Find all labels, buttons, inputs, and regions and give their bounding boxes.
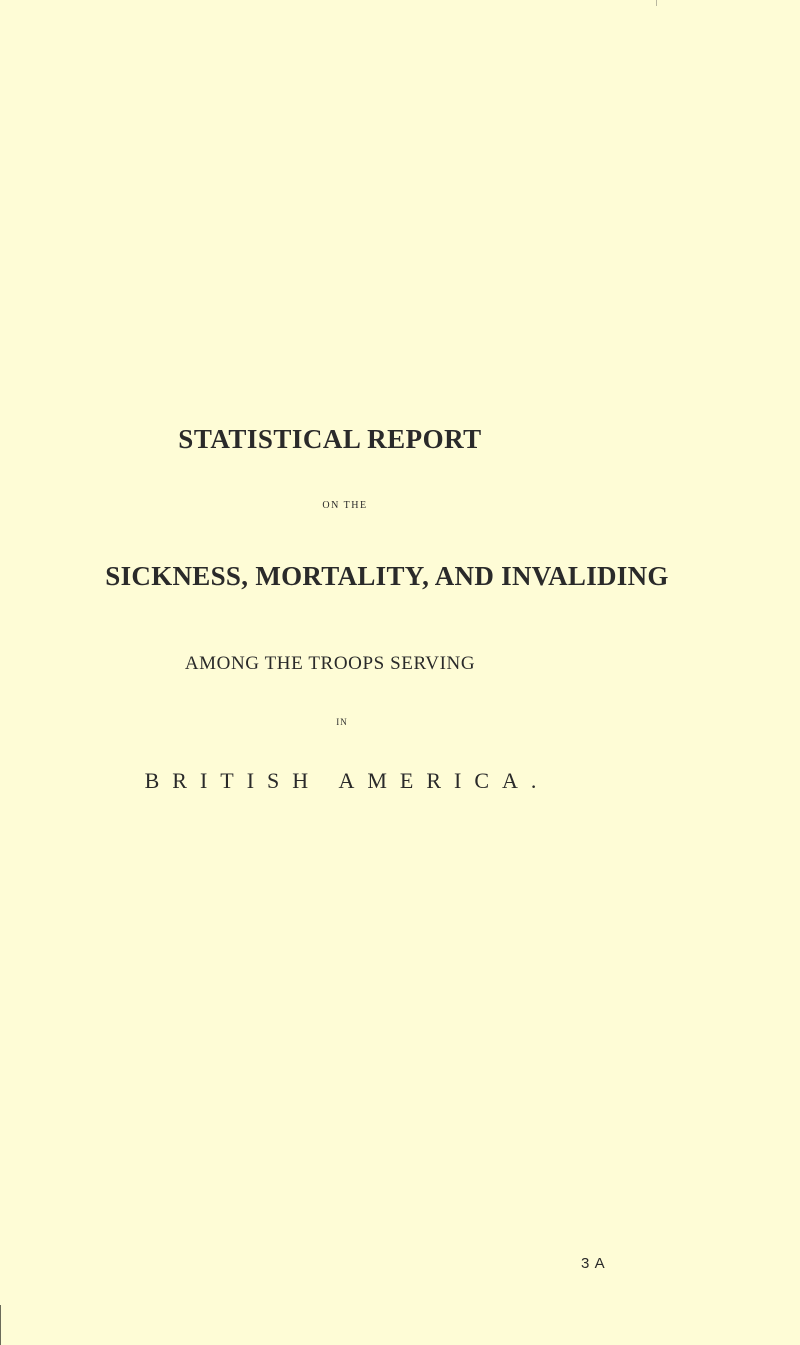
region-name: BRITISH AMERICA. [144, 768, 550, 793]
page-edge-mark [656, 0, 657, 6]
report-title: STATISTICAL REPORT [178, 424, 482, 454]
report-subject: SICKNESS, MORTALITY, AND INVALIDING [105, 561, 669, 591]
signature-mark: 3 A [581, 1255, 606, 1272]
title-connector-on-the: ON THE [322, 500, 368, 511]
binding-edge-mark [0, 1305, 1, 1345]
troops-line: AMONG THE TROOPS SERVING [184, 653, 476, 674]
title-connector-in: IN [336, 717, 348, 727]
